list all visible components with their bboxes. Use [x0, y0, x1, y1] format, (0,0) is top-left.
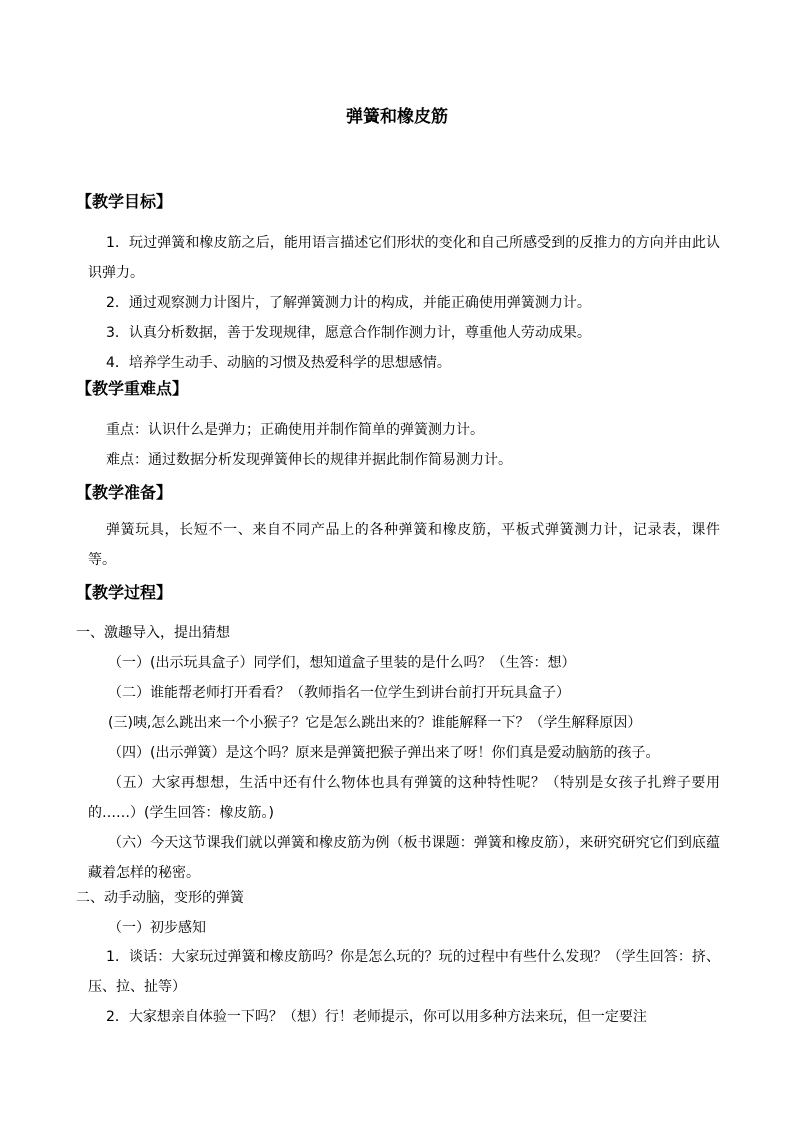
- process-part2-title: 二、动手动脑，变形的弹簧: [76, 890, 244, 906]
- process-step: 2．大家想亲自体验一下吗？（想）行！老师提示，你可以用多种方法来玩，但一定要注: [106, 1009, 647, 1025]
- preparation-text: 弹簧玩具，长短不一、来自不同产品上的各种弹簧和橡皮筋，平板式弹簧测力计，记录表，课件等。: [88, 522, 720, 568]
- process-part2-list: [88, 942, 720, 1032]
- key-difficulty: 难点：通过数据分析发现弹簧伸长的规律并据此制作简易测力计。: [106, 452, 512, 468]
- heading-goals: 【教学目标】: [76, 192, 173, 211]
- key-focus: 重点：认识什么是弹力；正确使用并制作简单的弹簧测力计。: [106, 422, 484, 438]
- key-points-block: [88, 415, 720, 475]
- process-step: （四）(出示弹簧）是这个吗？原来是弹簧把猴子弹出来了呀！你们真是爱动脑筋的孩子。: [108, 745, 660, 761]
- process-part2-subtitle: （一）初步感知: [108, 920, 206, 936]
- process-step: 1．谈话：大家玩过弹簧和橡皮筋吗？你是怎么玩的？玩的过程中有些什么发现？（学生回答：挤、压、拉、扯等）: [88, 949, 720, 995]
- goal-item: 3．认真分析数据，善于发现规律，愿意合作制作测力计，尊重他人劳动成果。: [106, 325, 591, 341]
- goal-item: 1．玩过弹簧和橡皮筋之后，能用语言描述它们形状的变化和自己所感受到的反推力的方向并由此认识弹力。: [88, 235, 720, 281]
- process-part1-title: 一、激趣导入，提出猜想: [76, 625, 230, 641]
- document-title: 弹簧和橡皮筋: [346, 107, 448, 127]
- process-step: (三)咦,怎么跳出来一个小猴子？它是怎么跳出来的？谁能解释一下？（学生解释原因）: [108, 715, 642, 731]
- preparation-block: [88, 515, 720, 575]
- process-step: （二）谁能帮老师打开看看？（教师指名一位学生到讲台前打开玩具盒子）: [108, 685, 570, 701]
- process-step: （五）大家再想想，生活中还有什么物体也具有弹簧的这种特性呢？（特别是女孩子扎辫子要用的……）(学生回答：橡皮筋。): [88, 775, 720, 821]
- heading-process: 【教学过程】: [76, 583, 173, 602]
- process-step: （一）(出示玩具盒子）同学们，想知道盒子里装的是什么吗？（生答：想）: [108, 655, 576, 671]
- process-step: （六）今天这节课我们就以弹簧和橡皮筋为例（板书课题：弹簧和橡皮筋），来研究研究它们到底蕴藏着怎样的秘密。: [88, 835, 720, 881]
- goal-item: 4．培养学生动手、动脑的习惯及热爱科学的思想感情。: [106, 355, 451, 371]
- heading-preparation: 【教学准备】: [76, 483, 173, 502]
- process-part1-list: [88, 648, 720, 888]
- goal-item: 2．通过观察测力计图片，了解弹簧测力计的构成，并能正确使用弹簧测力计。: [106, 295, 591, 311]
- goals-list: [88, 228, 720, 378]
- heading-key-points: 【教学重难点】: [76, 379, 189, 398]
